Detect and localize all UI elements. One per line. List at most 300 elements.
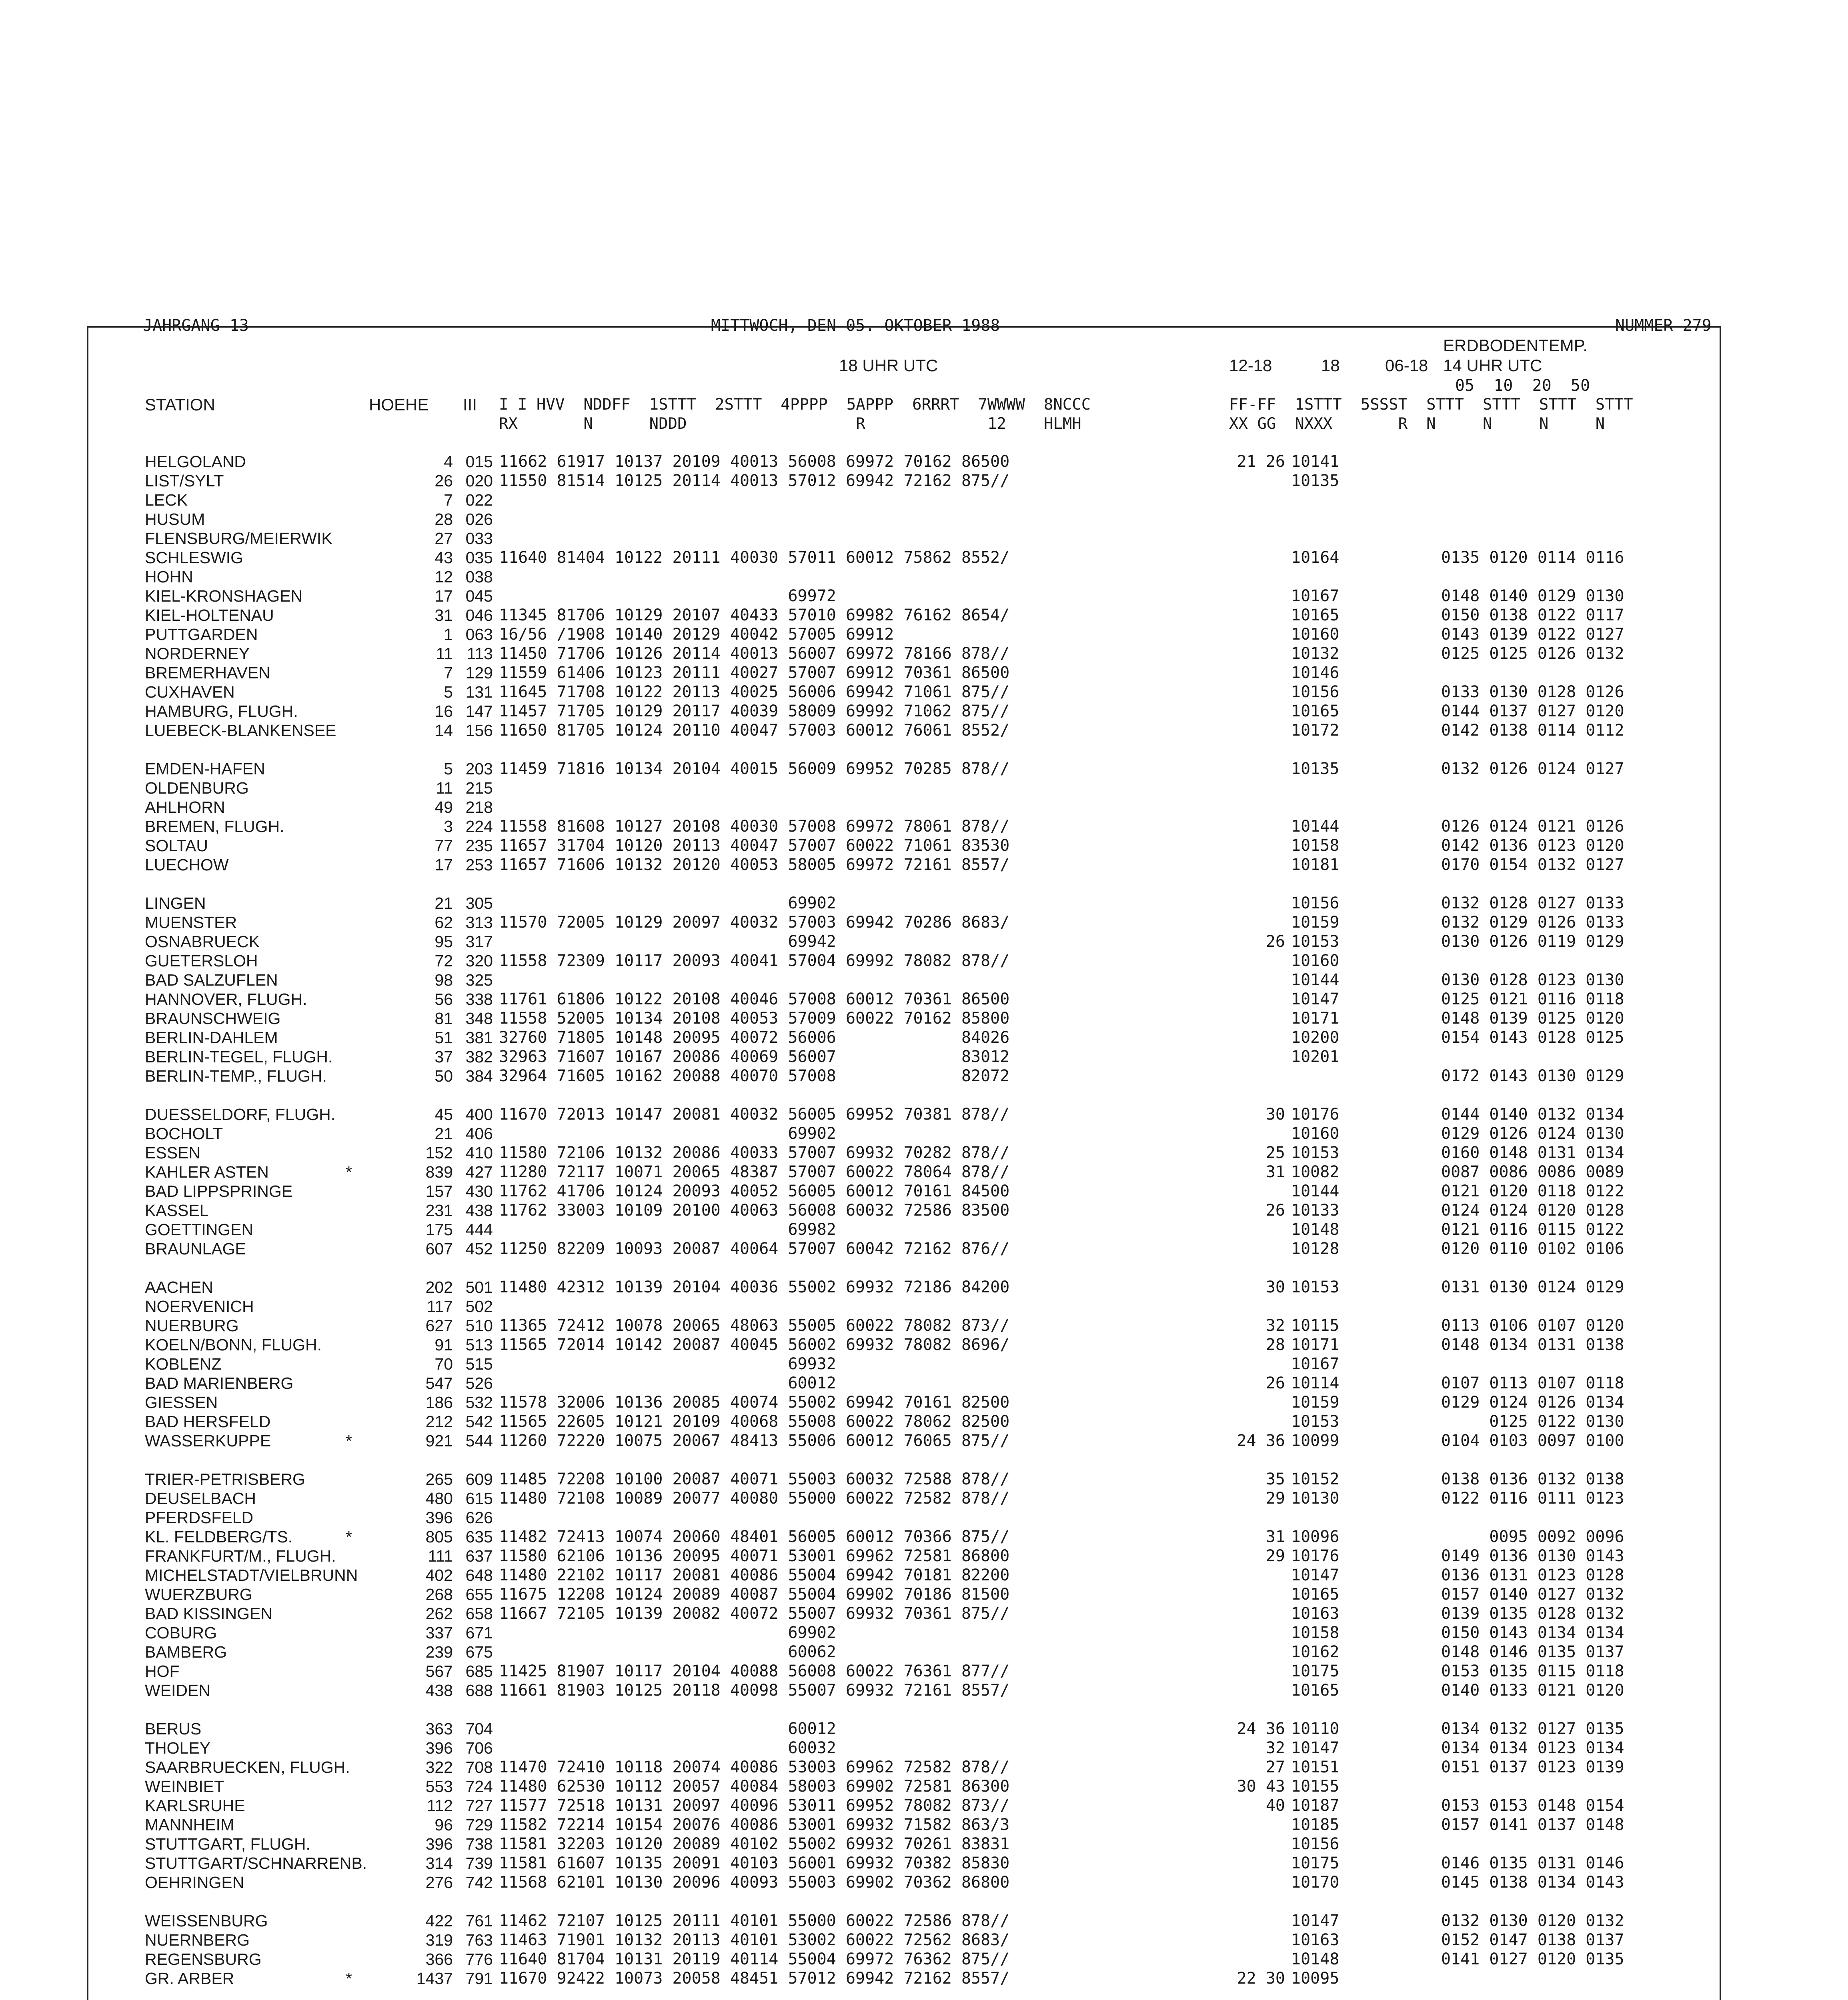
table-row — [87, 1969, 1721, 1988]
temperature-18: 10160 — [1291, 952, 1339, 970]
synop-groups: 69932 — [499, 1355, 836, 1373]
station-height: 231 — [425, 1201, 453, 1220]
station-index: 675 — [465, 1643, 493, 1661]
temperature-18: 10158 — [1291, 836, 1339, 855]
synop-groups: 11662 61917 10137 20109 40013 56008 69972 70162 86500 — [499, 452, 1010, 471]
station-index: 526 — [465, 1374, 493, 1392]
station-name: STUTTGART, FLUGH. — [145, 1835, 310, 1853]
soil-temperatures: 0138 0136 0132 0138 — [1441, 1470, 1624, 1488]
station-index: 763 — [465, 1931, 493, 1949]
station-index: 739 — [465, 1854, 493, 1872]
station-height: 322 — [425, 1758, 453, 1776]
synop-groups: 11558 52005 10134 20108 40053 57009 60022 70162 85800 — [499, 1009, 1010, 1028]
station-index: 791 — [465, 1969, 493, 1988]
temperature-18: 10172 — [1291, 721, 1339, 740]
jahrgang-label: JAHRGANG 13 — [143, 316, 249, 335]
table-row — [87, 452, 1721, 471]
wind-gust-values: 27 — [1265, 1758, 1285, 1776]
table-row — [87, 1489, 1721, 1508]
station-index: 338 — [465, 990, 493, 1008]
soil-temperatures: 0130 0128 0123 0130 — [1441, 971, 1624, 989]
soil-temperatures: 0160 0148 0131 0134 — [1441, 1144, 1624, 1162]
table-row — [87, 1662, 1721, 1681]
soil-temperatures: 0124 0124 0120 0128 — [1441, 1201, 1624, 1220]
wind-gust-values: 24 36 — [1237, 1720, 1285, 1738]
soil-temperatures: 0150 0138 0122 0117 — [1441, 606, 1624, 624]
table-row — [87, 1335, 1721, 1354]
table-row — [87, 1124, 1721, 1143]
station-name: HOF — [145, 1662, 180, 1680]
synop-groups: 11675 12208 10124 20089 40087 55004 69902 70186 81500 — [499, 1585, 1010, 1604]
station-name: BAD LIPPSPRINGE — [145, 1182, 293, 1200]
iii-heading: III — [463, 395, 477, 414]
station-index: 203 — [465, 760, 493, 778]
table-row — [87, 1604, 1721, 1623]
synop-groups: 11565 72014 10142 20087 40045 56002 69932 78082 8696/ — [499, 1336, 1010, 1354]
station-height: 81 — [434, 1009, 453, 1028]
table-row — [87, 1354, 1721, 1374]
table-row — [87, 1143, 1721, 1162]
wind-gust-values: 32 — [1265, 1316, 1285, 1335]
synop-groups: 11459 71816 10134 20104 40015 56009 69952 70285 878// — [499, 760, 1010, 778]
station-index: 317 — [465, 932, 493, 951]
table-row — [87, 1316, 1721, 1335]
station-index: 325 — [465, 971, 493, 989]
temperature-18: 10200 — [1291, 1028, 1339, 1047]
soil-temperatures: 0148 0134 0131 0138 — [1441, 1336, 1624, 1354]
temperature-18: 10201 — [1291, 1048, 1339, 1066]
synop-groups: 11463 71901 10132 20113 40101 53002 60022 72562 8683/ — [499, 1931, 1010, 1949]
temperature-18: 10153 — [1291, 1144, 1339, 1162]
station-index: 513 — [465, 1336, 493, 1354]
station-index: 046 — [465, 606, 493, 624]
station-heading: STATION — [145, 395, 215, 414]
synop-groups: 11565 22605 10121 20109 40068 55008 60022 78062 82500 — [499, 1412, 1010, 1431]
table-row — [87, 1105, 1721, 1124]
synop-groups: 11280 72117 10071 20065 48387 57007 60022 78064 878// — [499, 1163, 1010, 1181]
temperature-18: 10128 — [1291, 1240, 1339, 1258]
station-name: SAARBRUECKEN, FLUGH. — [145, 1758, 350, 1776]
station-index: 658 — [465, 1604, 493, 1623]
station-name: AACHEN — [145, 1278, 213, 1296]
temperature-18: 10185 — [1291, 1816, 1339, 1834]
soil-temperatures: 0135 0120 0114 0116 — [1441, 548, 1624, 567]
station-index: 724 — [465, 1777, 493, 1796]
synop-groups: 69902 — [499, 1624, 836, 1642]
wind-gust-values: 26 — [1265, 932, 1285, 951]
col-06-18-heading: 06-18 — [1385, 356, 1428, 375]
station-name: BERLIN-TEGEL, FLUGH. — [145, 1048, 333, 1066]
soil-temperatures: 0132 0129 0126 0133 — [1441, 913, 1624, 932]
soil-temperatures: 0132 0126 0124 0127 — [1441, 760, 1624, 778]
soil-temperatures: 0134 0132 0127 0135 — [1441, 1720, 1624, 1738]
station-index: 129 — [465, 664, 493, 682]
table-row — [87, 1508, 1721, 1527]
station-height: 37 — [434, 1048, 453, 1066]
station-index: 738 — [465, 1835, 493, 1853]
station-index: 655 — [465, 1585, 493, 1604]
station-name: BERLIN-TEMP., FLUGH. — [145, 1067, 327, 1085]
wind-gust-values: 26 — [1265, 1201, 1285, 1220]
wind-gust-values: 25 — [1265, 1144, 1285, 1162]
extra-subcodes-heading: XX GG NXXX R N N N N — [1229, 415, 1605, 433]
synop-groups: 11580 62106 10136 20095 40071 53001 69962 72581 86800 — [499, 1547, 1010, 1565]
mountain-station-mark: * — [346, 1969, 352, 1988]
station-name: THOLEY — [145, 1739, 211, 1757]
synop-groups: 11667 72105 10139 20082 40072 55007 69932 70361 875// — [499, 1604, 1010, 1623]
station-index: 430 — [465, 1182, 493, 1200]
station-index: 685 — [465, 1662, 493, 1680]
synop-groups: 11568 62101 10130 20096 40093 55003 69902 70362 86800 — [499, 1873, 1010, 1892]
station-index: 131 — [465, 683, 493, 701]
synop-groups: 32963 71607 10167 20086 40069 56007 83012 — [499, 1048, 1010, 1066]
table-row — [87, 1047, 1721, 1066]
station-height: 1437 — [416, 1969, 453, 1988]
temperature-18: 10165 — [1291, 606, 1339, 624]
station-height: 202 — [425, 1278, 453, 1296]
table-row — [87, 1009, 1721, 1028]
station-index: 532 — [465, 1393, 493, 1412]
station-height: 11 — [436, 779, 453, 797]
station-index: 406 — [465, 1124, 493, 1143]
table-row — [87, 1623, 1721, 1642]
station-index: 020 — [465, 472, 493, 490]
station-index: 615 — [465, 1489, 493, 1508]
station-name: OEHRINGEN — [145, 1873, 244, 1892]
soil-depths-heading: 05 10 20 50 — [1455, 376, 1590, 395]
table-row — [87, 586, 1721, 606]
temperature-18: 10163 — [1291, 1604, 1339, 1623]
soil-temperatures: 0129 0126 0124 0130 — [1441, 1124, 1624, 1143]
station-name: BAD HERSFELD — [145, 1412, 271, 1431]
table-row — [87, 951, 1721, 970]
station-index: 761 — [465, 1912, 493, 1930]
station-height: 212 — [425, 1412, 453, 1431]
table-row — [87, 510, 1721, 529]
synop-groups: 11761 61806 10122 20108 40046 57008 60012 70361 86500 — [499, 990, 1010, 1008]
soil-temperatures: 0170 0154 0132 0127 — [1441, 856, 1624, 874]
synop-groups: 11480 62530 10112 20057 40084 58003 69902 72581 86300 — [499, 1777, 1010, 1796]
soil-temperatures: 0142 0136 0123 0120 — [1441, 836, 1624, 855]
station-name: EMDEN-HAFEN — [145, 760, 265, 778]
wind-gust-values: 26 — [1265, 1374, 1285, 1392]
station-name: SOLTAU — [145, 836, 208, 855]
table-row — [87, 721, 1721, 740]
station-index: 706 — [465, 1739, 493, 1757]
station-name: HELGOLAND — [145, 452, 246, 471]
temperature-18: 10095 — [1291, 1969, 1339, 1988]
station-index: 444 — [465, 1220, 493, 1239]
station-height: 12 — [434, 568, 453, 586]
temperature-18: 10133 — [1291, 1201, 1339, 1220]
station-height: 96 — [434, 1816, 453, 1834]
table-row — [87, 1681, 1721, 1700]
synop-groups: 16/56 /1908 10140 20129 40042 57005 69912 — [499, 625, 894, 644]
station-index: 452 — [465, 1240, 493, 1258]
table-row — [87, 1854, 1721, 1873]
synop-groups: 11480 72108 10089 20077 40080 55000 60022 72582 878// — [499, 1489, 1010, 1508]
synop-groups: 32964 71605 10162 20088 40070 57008 82072 — [499, 1067, 1010, 1085]
station-index: 648 — [465, 1566, 493, 1584]
station-name: GIESSEN — [145, 1393, 218, 1412]
synop-groups: 60032 — [499, 1739, 836, 1757]
soil-temperatures: 0146 0135 0131 0146 — [1441, 1854, 1624, 1872]
station-height: 396 — [425, 1835, 453, 1853]
synop-groups: 11559 61406 10123 20111 40027 57007 69912 70361 86500 — [499, 664, 1010, 682]
station-height: 839 — [425, 1163, 453, 1181]
table-row — [87, 1642, 1721, 1662]
soil-temperatures: 0148 0140 0129 0130 — [1441, 587, 1624, 605]
station-name: OSNABRUECK — [145, 932, 260, 951]
table-row — [87, 682, 1721, 702]
soil-temperatures: 0172 0143 0130 0129 — [1441, 1067, 1624, 1085]
synop-groups: 11578 32006 10136 20085 40074 55002 69942 70161 82500 — [499, 1393, 1010, 1412]
station-index: 510 — [465, 1316, 493, 1335]
wind-gust-values: 40 — [1265, 1796, 1285, 1815]
wind-gust-values: 30 — [1265, 1278, 1285, 1296]
temperature-18: 10110 — [1291, 1720, 1339, 1738]
soil-temperatures: 0141 0127 0120 0135 — [1441, 1950, 1624, 1968]
soil-temperatures: 0129 0124 0126 0134 — [1441, 1393, 1624, 1412]
temperature-18: 10167 — [1291, 587, 1339, 605]
wind-gust-values: 22 30 — [1237, 1969, 1285, 1988]
soil-temperatures: 0143 0139 0122 0127 — [1441, 625, 1624, 644]
station-height: 21 — [434, 894, 453, 912]
temperature-18: 10114 — [1291, 1374, 1339, 1392]
station-name: WASSERKUPPE — [145, 1432, 271, 1450]
station-name: WEISSENBURG — [145, 1912, 268, 1930]
temperature-18: 10096 — [1291, 1528, 1339, 1546]
temperature-18: 10141 — [1291, 452, 1339, 471]
table-row — [87, 1719, 1721, 1738]
synop-groups: 11462 72107 10125 20111 40101 55000 60022 72586 878// — [499, 1912, 1010, 1930]
station-name: PUTTGARDEN — [145, 625, 258, 644]
station-height: 438 — [425, 1681, 453, 1700]
station-index: 438 — [465, 1201, 493, 1220]
station-name: HOHN — [145, 568, 193, 586]
temperature-18: 10132 — [1291, 644, 1339, 663]
station-name: FRANKFURT/M., FLUGH. — [145, 1547, 336, 1565]
station-index: 063 — [465, 625, 493, 644]
station-index: 671 — [465, 1624, 493, 1642]
station-height: 157 — [425, 1182, 453, 1200]
temperature-18: 10156 — [1291, 894, 1339, 912]
temperature-18: 10160 — [1291, 625, 1339, 644]
table-row — [87, 548, 1721, 567]
station-height: 396 — [425, 1508, 453, 1527]
station-name: WEINBIET — [145, 1777, 224, 1796]
synop-groups: 11550 81514 10125 20114 40013 57012 69942 72162 875// — [499, 472, 1010, 490]
table-row — [87, 1239, 1721, 1258]
soil-temperatures: 0095 0092 0096 — [1441, 1528, 1624, 1546]
station-index: 382 — [465, 1048, 493, 1066]
soil-temperatures: 0148 0146 0135 0137 — [1441, 1643, 1624, 1661]
table-row — [87, 1911, 1721, 1930]
soil-temperatures: 0151 0137 0123 0139 — [1441, 1758, 1624, 1776]
synop-groups: 11650 81705 10124 20110 40047 57003 60012 76061 8552/ — [499, 721, 1010, 740]
hoehe-heading: HOEHE — [369, 395, 429, 414]
synop-groups: 11482 72413 10074 20060 48401 56005 60012 70366 875// — [499, 1528, 1010, 1546]
station-name: BAD MARIENBERG — [145, 1374, 294, 1392]
station-name: NUERNBERG — [145, 1931, 250, 1949]
station-name: BRAUNLAGE — [145, 1240, 246, 1258]
synop-groups: 69982 — [499, 1220, 836, 1239]
station-height: 5 — [444, 683, 453, 701]
mountain-station-mark: * — [346, 1432, 352, 1450]
synop-groups: 11670 92422 10073 20058 48451 57012 69942 72162 8557/ — [499, 1969, 1010, 1988]
station-name: BAMBERG — [145, 1643, 227, 1661]
temperature-18: 10147 — [1291, 990, 1339, 1008]
station-name: NOERVENICH — [145, 1297, 254, 1316]
synop-groups: 11762 41706 10124 20093 40052 56005 60012 70161 84500 — [499, 1182, 1010, 1200]
station-index: 729 — [465, 1816, 493, 1834]
station-index: 235 — [465, 836, 493, 855]
table-row — [87, 913, 1721, 932]
station-name: LINGEN — [145, 894, 206, 912]
station-height: 31 — [434, 606, 453, 624]
soil-temperatures: 0107 0113 0107 0118 — [1441, 1374, 1624, 1392]
col-18-heading: 18 — [1321, 356, 1340, 375]
temperature-18: 10171 — [1291, 1336, 1339, 1354]
station-height: 70 — [434, 1355, 453, 1373]
synop-groups: 69972 — [499, 587, 836, 605]
table-row — [87, 1393, 1721, 1412]
station-height: 4 — [444, 452, 453, 471]
station-index: 427 — [465, 1163, 493, 1181]
wind-gust-values: 30 — [1265, 1105, 1285, 1124]
station-index: 502 — [465, 1297, 493, 1316]
station-height: 402 — [425, 1566, 453, 1584]
station-height: 51 — [434, 1028, 453, 1047]
station-height: 607 — [425, 1240, 453, 1258]
table-row — [87, 471, 1721, 490]
station-index: 215 — [465, 779, 493, 797]
synop-groups: 11425 81907 10117 20104 40088 56008 60022 76361 877// — [499, 1662, 1010, 1680]
temperature-18: 10153 — [1291, 1412, 1339, 1431]
synop-groups: 11581 32203 10120 20089 40102 55002 69932 70261 83831 — [499, 1835, 1010, 1853]
synop-groups: 11577 72518 10131 20097 40096 53011 69952 78082 873// — [499, 1796, 1010, 1815]
temperature-18: 10148 — [1291, 1220, 1339, 1239]
table-row — [87, 1546, 1721, 1566]
station-name: LIST/SYLT — [145, 472, 224, 490]
station-index: 348 — [465, 1009, 493, 1028]
station-name: HANNOVER, FLUGH. — [145, 990, 307, 1008]
synop-groups: 69902 — [499, 1124, 836, 1143]
station-name: ESSEN — [145, 1144, 200, 1162]
wind-gust-values: 24 36 — [1237, 1432, 1285, 1450]
station-index: 688 — [465, 1681, 493, 1700]
station-height: 117 — [426, 1297, 453, 1316]
station-name: WEIDEN — [145, 1681, 210, 1700]
synop-groups: 69942 — [499, 932, 836, 951]
soil-temperatures: 0125 0125 0126 0132 — [1441, 644, 1624, 663]
table-row — [87, 855, 1721, 874]
station-name: AHLHORN — [145, 798, 225, 816]
temperature-18: 10144 — [1291, 817, 1339, 836]
table-row — [87, 1777, 1721, 1796]
station-height: 98 — [434, 971, 453, 989]
station-index: 410 — [465, 1144, 493, 1162]
station-index: 026 — [465, 510, 493, 528]
station-index: 515 — [465, 1355, 493, 1373]
station-index: 626 — [465, 1508, 493, 1527]
station-name: COBURG — [145, 1624, 217, 1642]
synop-groups: 11365 72412 10078 20065 48063 55005 60022 78082 873// — [499, 1316, 1010, 1335]
mountain-station-mark: * — [346, 1528, 352, 1546]
temperature-18: 10163 — [1291, 1931, 1339, 1949]
soil-temperatures: 0134 0134 0123 0134 — [1441, 1739, 1624, 1757]
temperature-18: 10156 — [1291, 683, 1339, 701]
table-row — [87, 1873, 1721, 1892]
soil-temperatures: 0150 0143 0134 0134 — [1441, 1624, 1624, 1642]
station-index: 400 — [465, 1105, 493, 1124]
synop-groups: 11457 71705 10129 20117 40039 58009 69992 71062 875// — [499, 702, 1010, 720]
station-height: 175 — [425, 1220, 453, 1239]
table-row — [87, 817, 1721, 836]
table-row — [87, 1950, 1721, 1969]
synop-groups: 11640 81704 10131 20119 40114 55004 69972 76362 875// — [499, 1950, 1010, 1968]
soil-temperatures: 0130 0126 0119 0129 — [1441, 932, 1624, 951]
synop-groups: 11260 72220 10075 20067 48413 55006 60012 76065 875// — [499, 1432, 1010, 1450]
station-name: MANNHEIM — [145, 1816, 234, 1834]
station-height: 921 — [425, 1432, 453, 1450]
station-height: 14 — [434, 721, 453, 740]
wind-gust-values: 31 — [1265, 1528, 1285, 1546]
mountain-station-mark: * — [346, 1163, 352, 1181]
station-name: DUESSELDORF, FLUGH. — [145, 1105, 336, 1124]
station-height: 17 — [434, 587, 453, 605]
station-height: 50 — [434, 1067, 453, 1085]
station-name: KOBLENZ — [145, 1355, 222, 1373]
station-name: BAD KISSINGEN — [145, 1604, 272, 1623]
synop-groups: 11661 81903 10125 20118 40098 55007 69932 72161 8557/ — [499, 1681, 1010, 1700]
synop-groups: 11485 72208 10100 20087 40071 55003 60032 72588 878// — [499, 1470, 1010, 1488]
soil-temperatures: 0136 0131 0123 0128 — [1441, 1566, 1624, 1584]
station-height: 5 — [444, 760, 453, 778]
synop-groups: 11470 72410 10118 20074 40086 53003 69962 72582 878// — [499, 1758, 1010, 1776]
temperature-18: 10135 — [1291, 760, 1339, 778]
station-height: 239 — [425, 1643, 453, 1661]
station-index: 704 — [465, 1720, 493, 1738]
station-name: DEUSELBACH — [145, 1489, 256, 1508]
wind-gust-values: 35 — [1265, 1470, 1285, 1488]
table-row — [87, 1162, 1721, 1182]
table-row — [87, 644, 1721, 663]
station-height: 805 — [425, 1528, 453, 1546]
temperature-18: 10187 — [1291, 1796, 1339, 1815]
station-name: BAD SALZUFLEN — [145, 971, 278, 989]
station-name: KARLSRUHE — [145, 1796, 245, 1815]
synop-groups: 11657 71606 10132 20120 40053 58005 69972 72161 8557/ — [499, 856, 1010, 874]
soil-temperatures: 0126 0124 0121 0126 — [1441, 817, 1624, 836]
station-index: 015 — [465, 452, 493, 471]
station-height: 480 — [425, 1489, 453, 1508]
table-row — [87, 1201, 1721, 1220]
table-row — [87, 1815, 1721, 1834]
station-name: WUERZBURG — [145, 1585, 252, 1604]
temperature-18: 10165 — [1291, 1585, 1339, 1604]
station-index: 313 — [465, 913, 493, 932]
station-name: KIEL-HOLTENAU — [145, 606, 274, 624]
station-name: KIEL-KRONSHAGEN — [145, 587, 303, 605]
station-index: 033 — [465, 529, 493, 548]
soil-temperatures: 0142 0138 0114 0112 — [1441, 721, 1624, 740]
station-height: 262 — [425, 1604, 453, 1623]
station-height: 7 — [444, 664, 453, 682]
station-rows — [87, 452, 1721, 2000]
synop-groups: 11670 72013 10147 20081 40032 56005 69952 70381 878// — [499, 1105, 1010, 1124]
soil-temperatures: 0144 0137 0127 0120 — [1441, 702, 1624, 720]
